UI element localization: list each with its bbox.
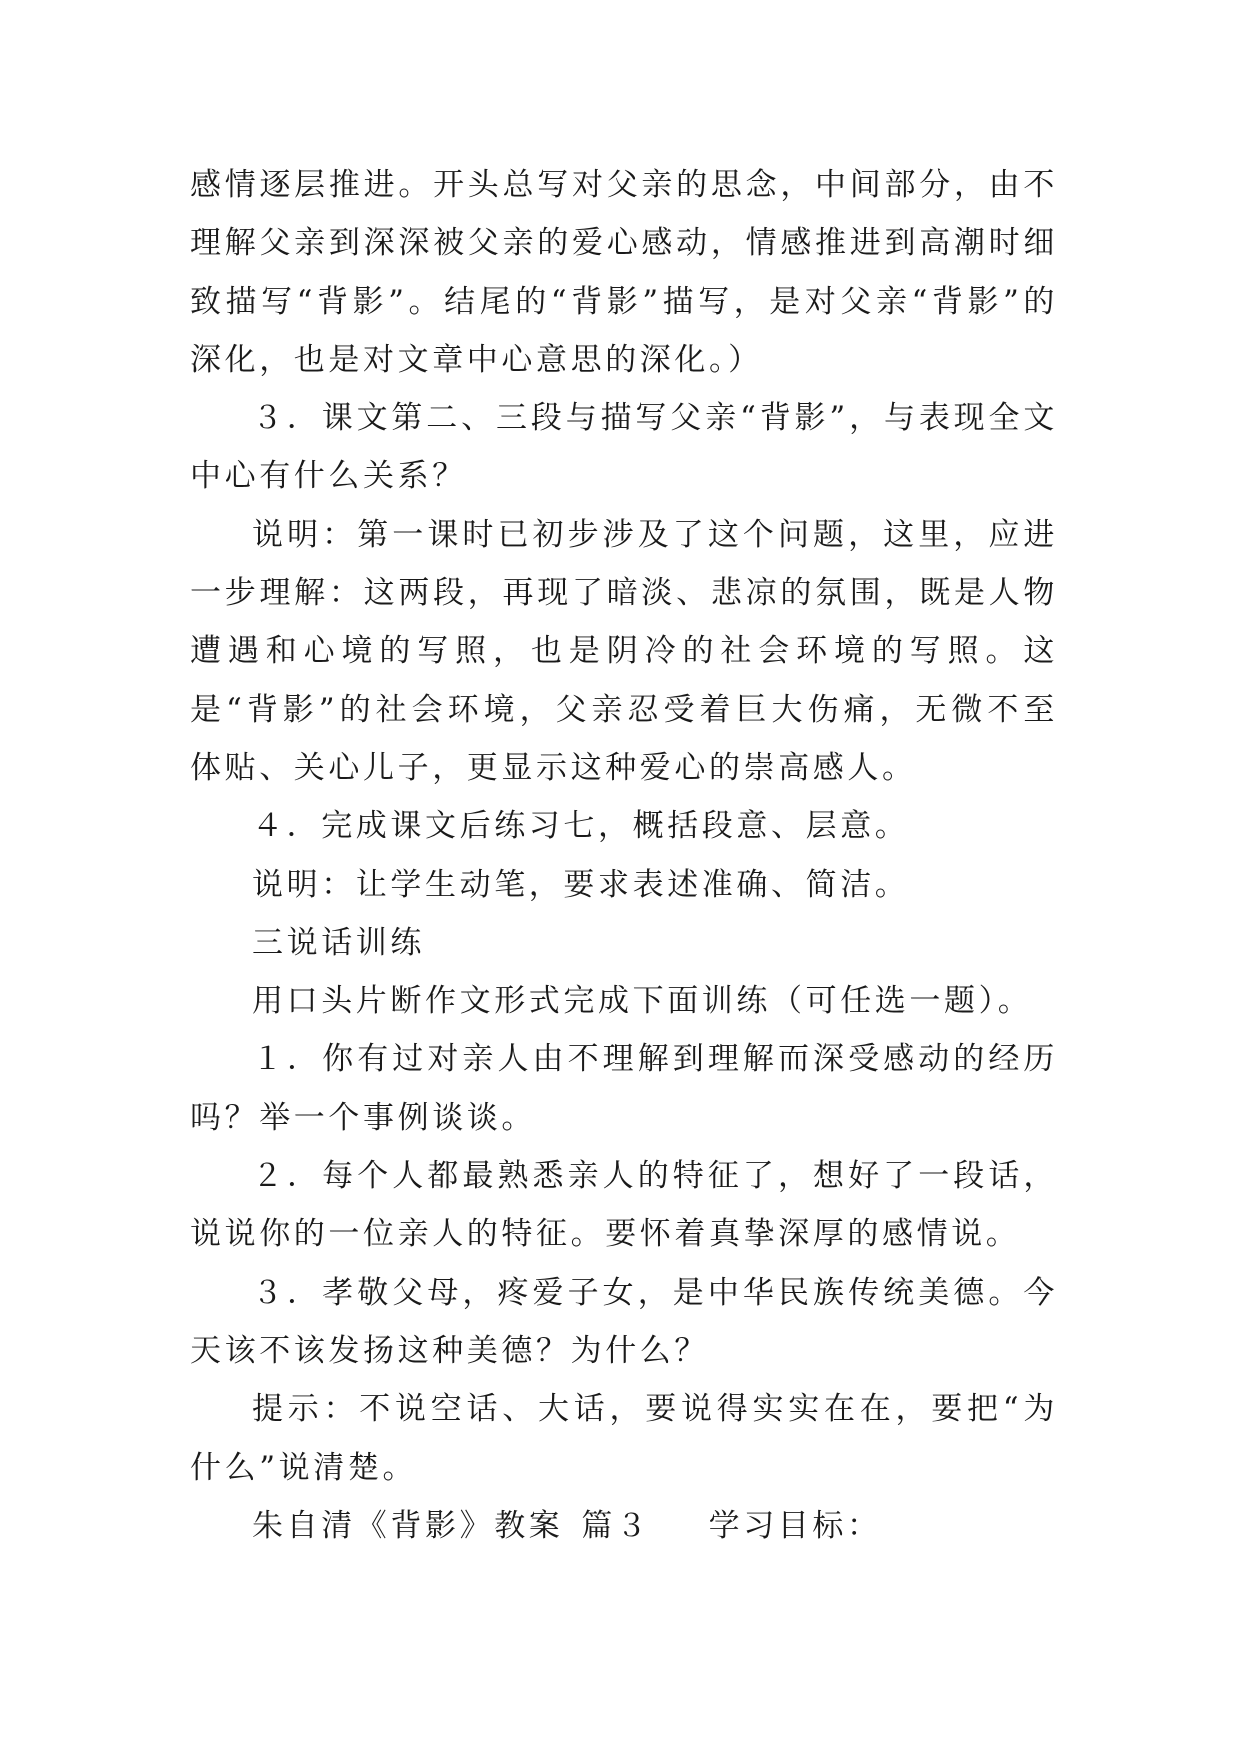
section-number: 篇３ bbox=[581, 1507, 651, 1544]
document-body bbox=[190, 156, 1058, 1555]
speaking-training-heading: 三说话训练 bbox=[252, 924, 425, 961]
question-4-paragraph: ４．完成课文后练习七，概括段意、层意。 bbox=[252, 808, 910, 845]
section-title: 朱自清《背影》教案 bbox=[252, 1507, 564, 1544]
paragraph-emotion-progression: 感情逐层推进。开头总写对父亲的思念，中间部分，由不理解父亲到深深被父亲的爱心感动，情感推进到高潮时细致描写“背影”。结尾的“背影”描写，是对父亲“背影”的深化，也是对文章中心意思的深化。） bbox=[190, 167, 1058, 378]
explanation-paragraph-1: 说明：第一课时已初步涉及了这个问题，这里，应进一步理解：这两段，再现了暗淡、悲凉的氛围，既是人物遭遇和心境的写照，也是阴冷的社会环境的写照。这是“背影”的社会环境，父亲忍受着巨大伤痛，无微不至体贴、关心儿子，更显示这种爱心的崇高感人。 bbox=[190, 516, 1058, 786]
training-instruction: 用口头片断作文形式完成下面训练（可任选一题）。 bbox=[252, 983, 1033, 1020]
lesson-plan-section-heading bbox=[190, 1497, 1058, 1555]
hint-paragraph: 提示：不说空话、大话，要说得实实在在，要把“为什么”说清楚。 bbox=[190, 1391, 1058, 1486]
training-topic-3: ３．孝敬父母，疼爱子女，是中华民族传统美德。今天该不该发扬这种美德？为什么？ bbox=[190, 1274, 1058, 1369]
training-topic-1: １．你有过对亲人由不理解到理解而深受感动的经历吗？举一个事例谈谈。 bbox=[190, 1041, 1058, 1136]
training-topic-2: ２．每个人都最熟悉亲人的特征了，想好了一段话，说说你的一位亲人的特征。要怀着真挚深厚的感情说。 bbox=[190, 1158, 1058, 1253]
explanation-paragraph-2: 说明：让学生动笔，要求表述准确、简洁。 bbox=[252, 866, 910, 903]
question-3-paragraph: ３．课文第二、三段与描写父亲“背影”，与表现全文中心有什么关系？ bbox=[190, 400, 1058, 495]
section-subtitle: 学习目标： bbox=[708, 1507, 882, 1544]
